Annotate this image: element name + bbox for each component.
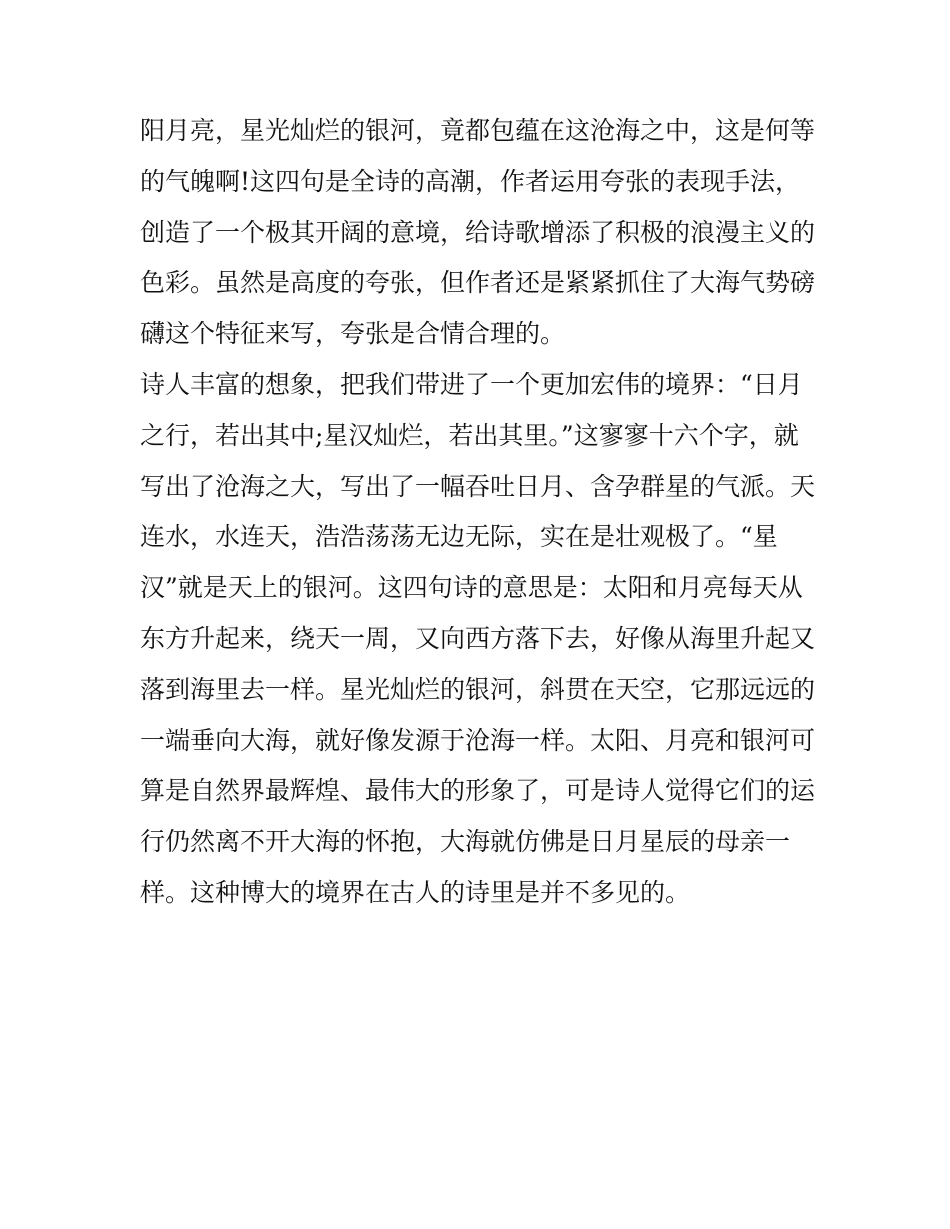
text-line: 阳月亮，星光灿烂的银河，竟都包蕴在这沧海之中，这是何等	[140, 116, 816, 145]
body-text	[140, 106, 830, 919]
text-line: 连水，水连天，浩浩荡荡无边无际，实在是壮观极了。“星	[140, 522, 778, 552]
text-line: 色彩。虽然是高度的夸张，但作者还是紧紧抓住了大海气势磅	[140, 268, 816, 298]
text-line: 一端垂向大海，就好像发源于沧海一样。太阳、月亮和银河可	[140, 725, 816, 755]
text-line: 行仍然离不开大海的怀抱，大海就仿佛是日月星辰的母亲一	[140, 827, 791, 857]
text-line: 样。这种博大的境界在古人的诗里是并不多见的。	[140, 877, 691, 907]
text-line: 算是自然界最辉煌、最伟大的形象了，可是诗人觉得它们的运	[140, 776, 816, 806]
text-line: 诗人丰富的想象，把我们带进了一个更加宏伟的境界：“日月	[140, 369, 803, 399]
text-line: 之行，若出其中;星汉灿烂，若出其里。”这寥寥十六个字，就	[140, 420, 799, 450]
text-line: 落到海里去一样。星光灿烂的银河，斜贯在天空，它那远远的	[140, 674, 816, 704]
text-line: 写出了沧海之大，写出了一幅吞吐日月、含孕群星的气派。天	[140, 471, 816, 501]
text-line: 东方升起来，绕天一周，又向西方落下去，好像从海里升起又	[140, 623, 816, 653]
text-line: 汉”就是天上的银河。这四句诗的意思是：太阳和月亮每天从	[140, 573, 803, 603]
text-line: 礴这个特征来写，夸张是合情合理的。	[140, 319, 566, 349]
text-line: 创造了一个极其开阔的意境，给诗歌增添了积极的浪漫主义的	[140, 217, 816, 247]
text-line: 的气魄啊!这四句是全诗的高潮，作者运用夸张的表现手法，	[140, 166, 801, 196]
